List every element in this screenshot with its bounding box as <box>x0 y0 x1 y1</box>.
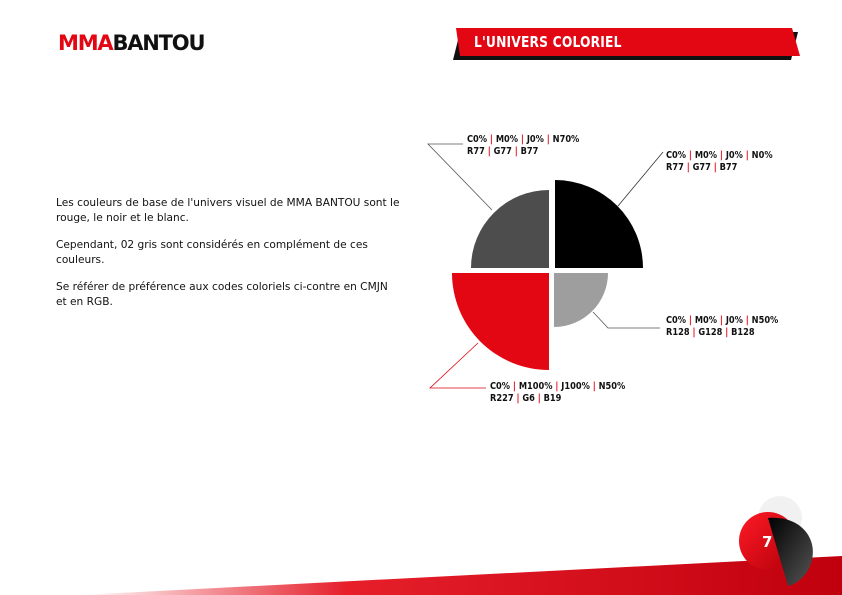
label-gray-dark: C0% | M0% | J0% | N70% R77 | G77 | B77 <box>467 134 580 157</box>
paragraph-3: Se référer de préférence aux codes coloriels ci-contre en CMJN et en RGB. <box>56 281 388 308</box>
paragraph-2: Cependant, 02 gris sont considérés en complément de ces couleurs. <box>56 239 368 266</box>
label-gray-light: C0% | M0% | J0% | N50% R128 | G128 | B128 <box>666 315 779 338</box>
logo-bantou: BANTOU <box>112 31 205 55</box>
label-red: C0% | M100% | J100% | N50% R227 | G6 | B19 <box>490 381 626 404</box>
label-black: C0% | M0% | J0% | N0% R77 | G77 | B77 <box>666 150 773 173</box>
footer-red-band <box>80 556 842 595</box>
paragraph-1: Les couleurs de base de l'univers visuel de MMA BANTOU sont le rouge, le noir et le blanc. <box>56 197 400 224</box>
page-title: L'UNIVERS COLORIEL <box>474 33 622 51</box>
logo-mma: MMA <box>58 31 113 55</box>
page-number: 7 <box>762 533 773 551</box>
